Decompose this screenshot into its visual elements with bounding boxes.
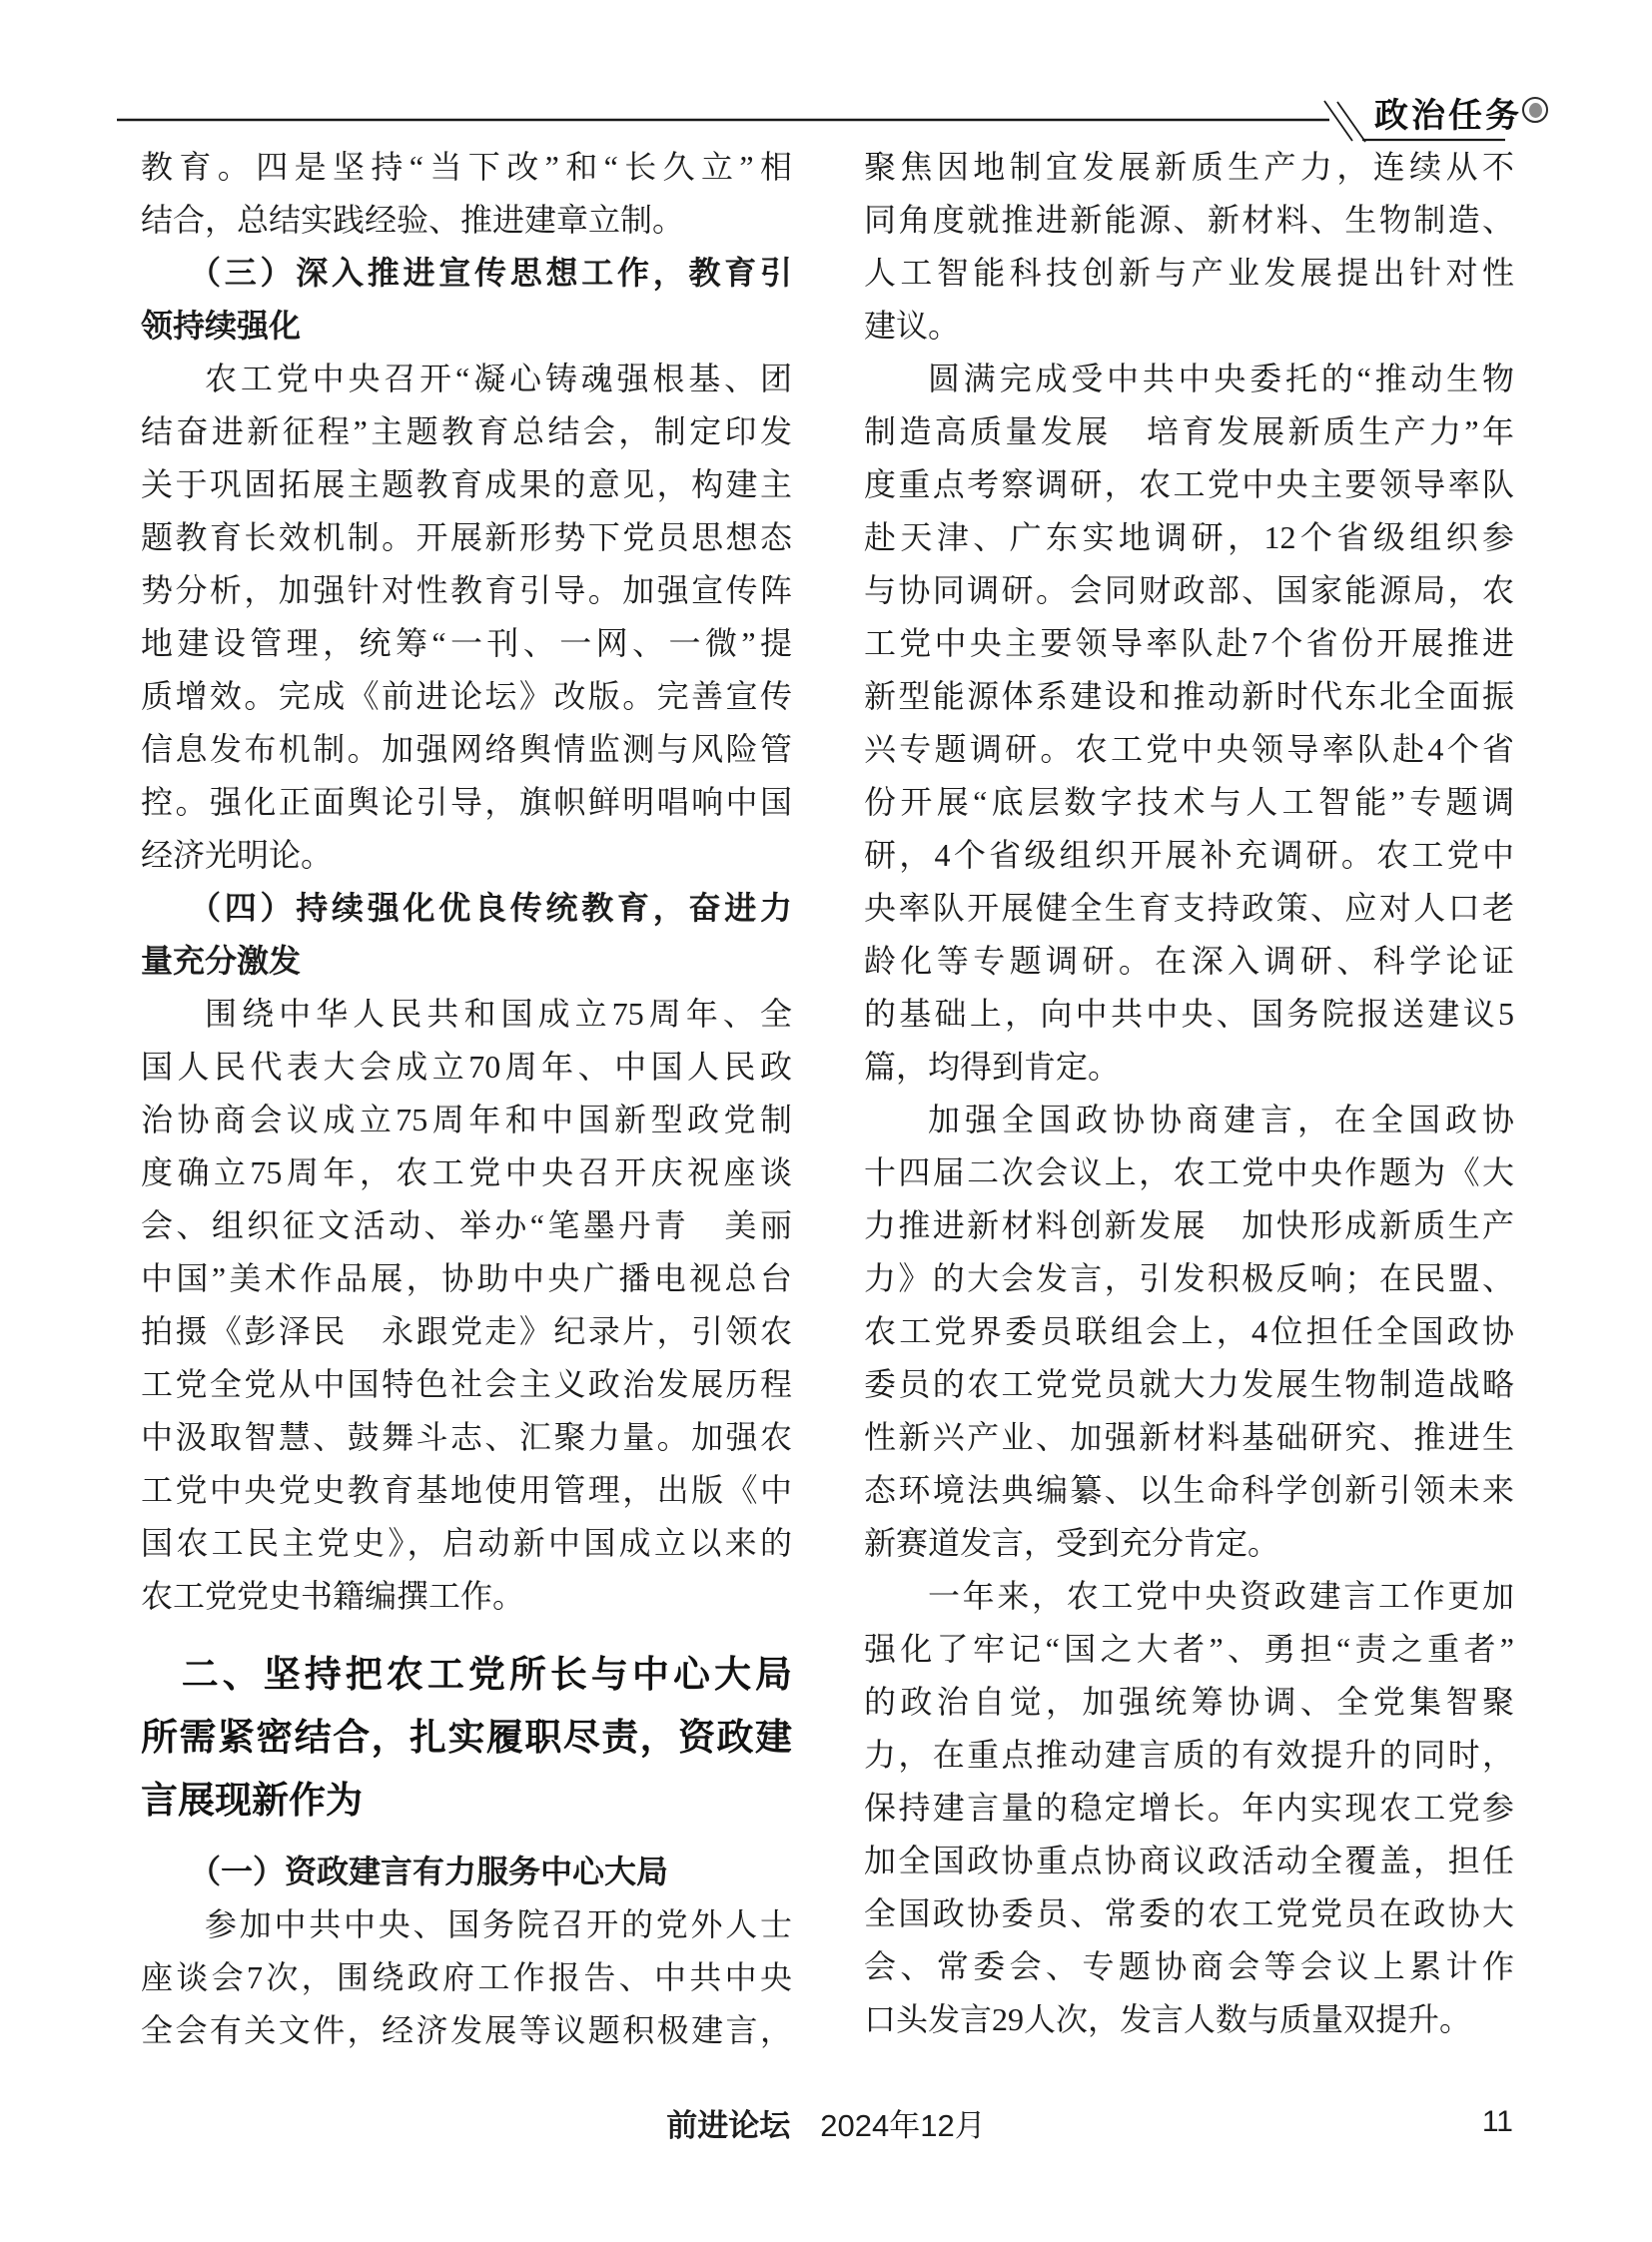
paragraph-block (864, 1570, 1514, 2046)
text-line: 度确立75周年，农工党中央召开庆祝座谈 (141, 1154, 792, 1190)
text-line: 参加中共中央、国务院召开的党外人士 (205, 1906, 792, 1942)
text-line: 国人民代表大会成立70周年、中国人民政 (141, 1049, 792, 1085)
text-line: 份开展“底层数字技术与人工智能”专题调 (864, 784, 1514, 820)
text-line: 农工党中央召开“凝心铸魂强根基、团 (205, 361, 792, 396)
text-line: 工党中央主要领导率队赴7个省份开展推进 (864, 625, 1514, 661)
text-line: （三）深入推进宣传思想工作，教育引 (189, 255, 792, 291)
text-line: 工党全党从中国特色社会主义政治发展历程 (141, 1366, 792, 1402)
text-line: 结奋进新征程”主题教育总结会，制定印发 (141, 413, 792, 449)
text-line: 口头发言29人次，发言人数与质量双提升。 (864, 2001, 1472, 2037)
ring-dot-icon (1522, 97, 1548, 123)
text-line: 龄化等专题调研。在深入调研、科学论证 (864, 943, 1514, 979)
ring-dot-inner (1529, 103, 1542, 118)
text-line: 十四届二次会议上，农工党中央作题为《大 (864, 1154, 1514, 1190)
text-line: 保持建言量的稳定增长。年内实现农工党参 (864, 1790, 1514, 1826)
text-line: 量充分激发 (141, 943, 302, 979)
text-line: 中国”美术作品展，协助中央广播电视总台 (141, 1260, 792, 1296)
text-line: 全会有关文件，经济发展等议题积极建言， (141, 2012, 792, 2048)
text-line: 全国政协委员、常委的农工党党员在政协大 (864, 1895, 1514, 1931)
text-line: 兴专题调研。农工党中央领导率队赴4个省 (864, 731, 1514, 767)
text-line: 的基础上，向中共中央、国务院报送建议5 (864, 996, 1514, 1032)
text-line: 围绕中华人民共和国成立75周年、全 (205, 996, 792, 1032)
text-line: 质增效。完成《前进论坛》改版。完善宣传 (141, 678, 792, 714)
text-line: 同角度就推进新能源、新材料、生物制造、 (864, 202, 1514, 238)
text-line: 新赛道发言，受到充分肯定。 (864, 1525, 1280, 1561)
paragraph-block (864, 353, 1514, 1094)
text-line: 圆满完成受中共中央委托的“推动生物 (928, 361, 1514, 396)
sub-heading (141, 247, 792, 353)
paragraph-block (141, 1898, 792, 2057)
text-line: 人工智能科技创新与产业发展提出针对性 (864, 255, 1514, 291)
page-section-label: 政治任务 (1374, 98, 1522, 135)
text-line: 力推进新材料创新发展 加快形成新质生产 (864, 1207, 1514, 1243)
text-line: 制造高质量发展 培育发展新质生产力”年 (864, 413, 1514, 449)
text-line: 地建设管理，统筹“一刊、一网、一微”提 (141, 625, 792, 661)
text-line: 控。强化正面舆论引导，旗帜鲜明唱响中国 (141, 784, 792, 820)
text-line: 信息发布机制。加强网络舆情监测与风险管 (141, 731, 792, 767)
page-footer (0, 2100, 1652, 2144)
text-line: 中汲取智慧、鼓舞斗志、汇聚力量。加强农 (141, 1419, 792, 1455)
text-line: 教育。四是坚持“当下改”和“长久立”相 (141, 149, 792, 185)
text-line: 的政治自觉，加强统筹协调、全党集智聚 (864, 1684, 1514, 1720)
text-column-right (864, 141, 1514, 2046)
text-line: 拍摄《彭泽民 永跟党走》纪录片，引领农 (141, 1313, 792, 1349)
text-line: 国农工民主党史》，启动新中国成立以来的 (141, 1525, 792, 1561)
text-line: 言展现新作为 (141, 1780, 363, 1821)
text-line: 建议。 (864, 308, 961, 344)
text-line: 篇，均得到肯定。 (864, 1049, 1121, 1085)
text-line: 聚焦因地制宜发展新质生产力，连续从不 (864, 149, 1514, 185)
text-line: 赴天津、广东实地调研，12个省级组织参 (864, 519, 1514, 555)
paragraph-block (864, 1094, 1514, 1570)
text-line: 题教育长效机制。开展新形势下党员思想态 (141, 519, 792, 555)
text-line: 一年来，农工党中央资政建言工作更加 (928, 1578, 1514, 1614)
issue-date: 2024年12月 (820, 2107, 986, 2143)
text-line: 治协商会议成立75周年和中国新型政党制 (141, 1102, 792, 1137)
journal-name: 前进论坛 (666, 2107, 791, 2143)
text-line: 力，在重点推动建言质的有效提升的同时， (864, 1737, 1514, 1773)
text-line: 强化了牢记“国之大者”、勇担“责之重者” (864, 1631, 1514, 1667)
paragraph-block (864, 141, 1514, 353)
text-line: 力》的大会发言，引发积极反响；在民盟、 (864, 1260, 1514, 1296)
text-line: 所需紧密结合，扎实履职尽责，资政建 (141, 1717, 792, 1758)
text-line: 委员的农工党党员就大力发展生物制造战略 (864, 1366, 1514, 1402)
text-line: 关于巩固拓展主题教育成果的意见，构建主 (141, 466, 792, 502)
text-line: 与协同调研。会同财政部、国家能源局，农 (864, 572, 1514, 608)
paragraph-block (141, 353, 792, 882)
text-line: 新型能源体系建设和推动新时代东北全面振 (864, 678, 1514, 714)
sub-heading (141, 1846, 792, 1898)
text-line: 经济光明论。 (141, 837, 334, 873)
text-line: 加强全国政协协商建言，在全国政协 (928, 1102, 1514, 1137)
text-line: 央率队开展健全生育支持政策、应对人口老 (864, 890, 1514, 926)
text-line: 会、组织征文活动、举办“笔墨丹青 美丽 (141, 1207, 792, 1243)
text-line: 二、坚持把农工党所长与中心大局 (181, 1654, 792, 1695)
text-line: 态环境法典编纂、以生命科学创新引领未来 (864, 1472, 1514, 1508)
text-line: 加全国政协重点协商议政活动全覆盖，担任 (864, 1843, 1514, 1878)
text-line: （四）持续强化优良传统教育，奋进力 (189, 890, 792, 926)
text-line: 性新兴产业、加强新材料基础研究、推进生 (864, 1419, 1514, 1455)
text-line: 农工党界委员联组会上，4位担任全国政协 (864, 1313, 1514, 1349)
text-column-left (141, 141, 792, 2057)
paragraph-block (141, 988, 792, 1623)
text-line: （一）资政建言有力服务中心大局 (189, 1854, 669, 1889)
text-line: 势分析，加强针对性教育引导。加强宣传阵 (141, 572, 792, 608)
text-line: 领持续强化 (141, 308, 302, 344)
section-heading (141, 1643, 792, 1832)
paragraph-block (141, 141, 792, 247)
text-line: 结合，总结实践经验、推进建章立制。 (141, 202, 685, 238)
sub-heading (141, 882, 792, 988)
text-line: 工党中央党史教育基地使用管理，出版《中 (141, 1472, 792, 1508)
text-line: 农工党党史书籍编撰工作。 (141, 1578, 525, 1614)
text-line: 会、常委会、专题协商会等会议上累计作 (864, 1948, 1514, 1984)
text-line: 度重点考察调研，农工党中央主要领导率队 (864, 466, 1514, 502)
text-line: 研，4个省级组织开展补充调研。农工党中 (864, 837, 1514, 873)
page-number: 11 (1481, 2105, 1513, 2138)
text-line: 座谈会7次，围绕政府工作报告、中共中央 (141, 1959, 792, 1995)
